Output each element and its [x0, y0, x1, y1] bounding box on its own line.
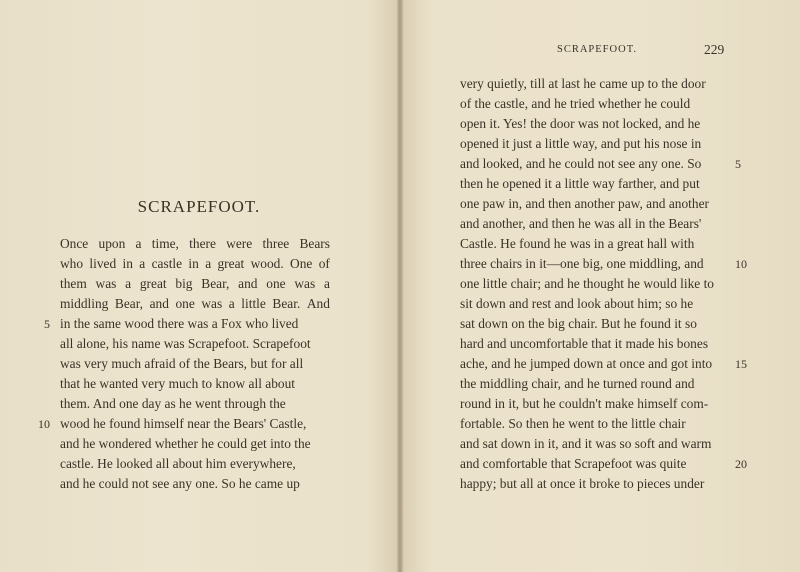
- page-number: 229: [704, 42, 725, 57]
- text-line: wood he found himself near the Bears' Castle,: [60, 416, 307, 431]
- text-line: ache, and he jumped down at once and got into: [460, 356, 713, 371]
- text-line: all alone, his name was Scrapefoot. Scrapefoot: [60, 336, 311, 351]
- right-page: [402, 0, 800, 572]
- text-line: fortable. So then he went to the little chair: [460, 416, 686, 431]
- text-line: open it. Yes! the door was not locked, and he: [460, 116, 701, 131]
- text-line: and sat down in it, and it was so soft and warm: [460, 436, 712, 451]
- left-page: [0, 0, 398, 572]
- text-line: sat down on the big chair. But he found it so: [460, 316, 697, 331]
- text-line: them was a great big Bear, and one was a: [60, 276, 330, 291]
- text-line: of the castle, and he tried whether he could: [460, 96, 691, 111]
- line-number: 5: [44, 317, 50, 331]
- text-line: and comfortable that Scrapefoot was quite: [460, 456, 687, 471]
- line-number: 15: [735, 357, 747, 371]
- text-line: middling Bear, and one was a little Bear. And: [60, 296, 330, 311]
- text-line: very quietly, till at last he came up to the door: [460, 76, 706, 91]
- text-line: that he wanted very much to know all about: [60, 376, 296, 391]
- text-line: Castle. He found he was in a great hall with: [460, 236, 695, 251]
- text-line: one little chair; and he thought he would like to: [460, 276, 714, 291]
- text-line: was very much afraid of the Bears, but for all: [60, 356, 304, 371]
- text-line: happy; but all at once it broke to pieces under: [460, 476, 705, 491]
- text-line: three chairs in it—one big, one middling, and: [460, 256, 704, 271]
- text-line: and looked, and he could not see any one. So: [460, 156, 702, 171]
- line-number: 10: [38, 417, 50, 431]
- text-line: in the same wood there was a Fox who lived: [60, 316, 299, 331]
- text-line: and he could not see any one. So he came up: [60, 476, 300, 491]
- text-line: sit down and rest and look about him; so he: [460, 296, 694, 311]
- line-number: 5: [735, 157, 741, 171]
- text-line: Once upon a time, there were three Bears: [60, 236, 330, 251]
- text-line: them. And one day as he went through the: [60, 396, 286, 411]
- text-line: opened it just a little way, and put his nose in: [460, 136, 702, 151]
- running-head: SCRAPEFOOT.: [557, 44, 637, 55]
- text-line: and another, and then he was all in the Bears': [460, 216, 702, 231]
- text-line: round in it, but he couldn't make himself com-: [460, 396, 709, 411]
- line-number: 10: [735, 257, 747, 271]
- text-line: then he opened it a little way farther, and put: [460, 176, 700, 191]
- text-line: one paw in, and then another paw, and another: [460, 196, 710, 211]
- story-title: SCRAPEFOOT.: [137, 197, 261, 216]
- text-line: the middling chair, and he turned round and: [460, 376, 695, 391]
- line-number: 20: [735, 457, 747, 471]
- text-line: who lived in a castle in a great wood. One of: [60, 256, 330, 271]
- text-line: hard and uncomfortable that it made his bones: [460, 336, 709, 351]
- text-line: and he wondered whether he could get into the: [60, 436, 311, 451]
- text-line: castle. He looked all about him everywhere,: [60, 456, 296, 471]
